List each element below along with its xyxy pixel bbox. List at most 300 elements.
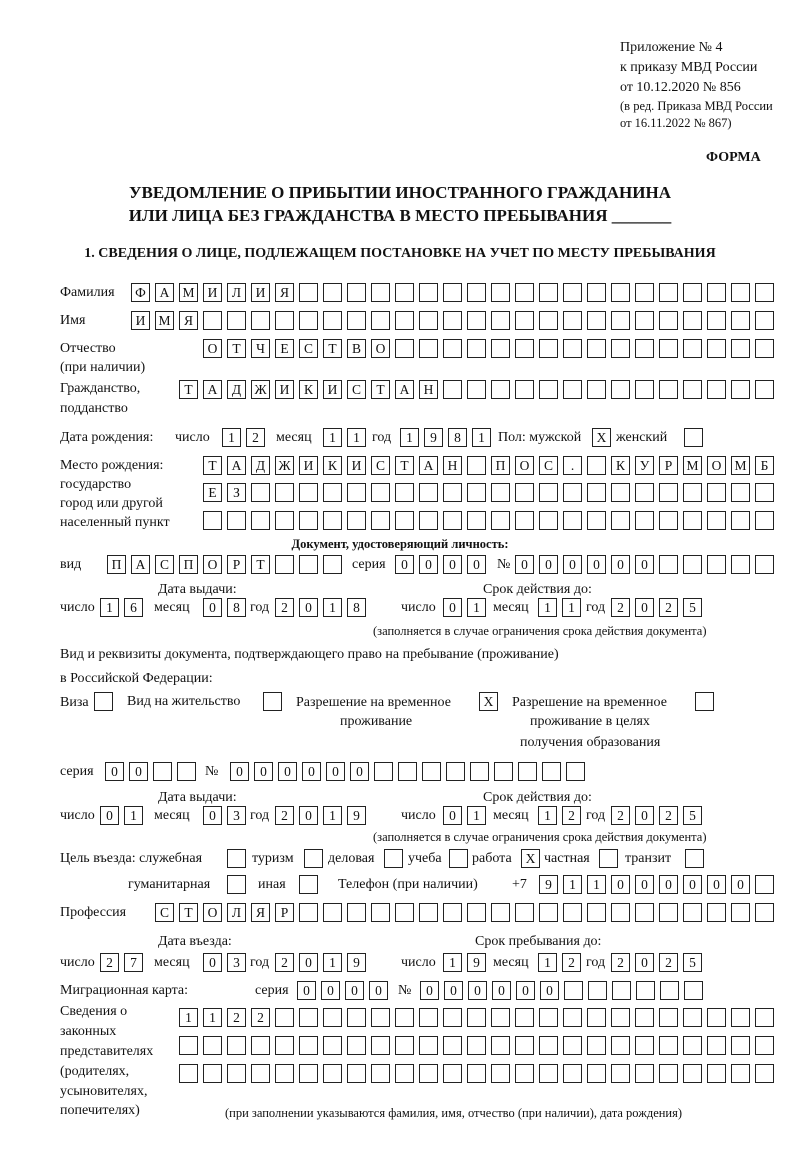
char-cell[interactable] [587, 456, 606, 475]
char-cell[interactable]: 1 [538, 598, 557, 617]
char-cell[interactable]: Ж [275, 456, 294, 475]
char-cell[interactable] [731, 311, 750, 330]
char-cell[interactable] [587, 380, 606, 399]
char-cell[interactable] [515, 903, 534, 922]
char-cell[interactable] [395, 903, 414, 922]
char-cell[interactable] [564, 981, 583, 1000]
char-cell[interactable] [684, 981, 703, 1000]
char-cell[interactable]: 0 [443, 555, 462, 574]
char-cell[interactable]: А [419, 456, 438, 475]
char-cell[interactable] [635, 311, 654, 330]
char-cell[interactable] [755, 1064, 774, 1083]
char-cell[interactable] [659, 511, 678, 530]
char-cell[interactable] [659, 555, 678, 574]
char-cell[interactable]: О [515, 456, 534, 475]
char-cell[interactable] [731, 1036, 750, 1055]
char-cell[interactable] [395, 483, 414, 502]
char-cell[interactable]: С [539, 456, 558, 475]
char-cell[interactable]: 1 [124, 806, 143, 825]
char-cell[interactable]: М [731, 456, 750, 475]
char-cell[interactable]: Т [227, 339, 246, 358]
char-cell[interactable]: Я [179, 311, 198, 330]
char-cell[interactable]: 9 [467, 953, 486, 972]
char-cell[interactable] [323, 283, 342, 302]
checkbox[interactable] [449, 849, 468, 868]
char-cell[interactable]: С [155, 903, 174, 922]
char-cell[interactable] [443, 903, 462, 922]
char-cell[interactable]: И [203, 283, 222, 302]
char-cell[interactable] [251, 511, 270, 530]
char-cell[interactable]: К [611, 456, 630, 475]
char-cell[interactable] [683, 380, 702, 399]
char-cell[interactable] [299, 1008, 318, 1027]
char-cell[interactable] [635, 283, 654, 302]
char-cell[interactable]: А [131, 555, 150, 574]
char-cell[interactable] [659, 311, 678, 330]
char-cell[interactable] [515, 339, 534, 358]
char-cell[interactable] [542, 762, 561, 781]
char-cell[interactable] [659, 1036, 678, 1055]
char-cell[interactable]: 2 [227, 1008, 246, 1027]
char-cell[interactable] [683, 511, 702, 530]
char-cell[interactable] [539, 1008, 558, 1027]
char-cell[interactable]: 0 [635, 953, 654, 972]
char-cell[interactable]: 0 [659, 875, 678, 894]
checkbox[interactable] [599, 849, 618, 868]
char-cell[interactable]: 1 [323, 598, 342, 617]
char-cell[interactable] [515, 380, 534, 399]
char-cell[interactable]: Р [275, 903, 294, 922]
char-cell[interactable] [422, 762, 441, 781]
char-cell[interactable]: 0 [302, 762, 321, 781]
char-cell[interactable]: 1 [467, 806, 486, 825]
char-cell[interactable] [347, 511, 366, 530]
char-cell[interactable] [587, 1008, 606, 1027]
char-cell[interactable]: 0 [443, 806, 462, 825]
char-cell[interactable] [419, 903, 438, 922]
char-cell[interactable] [323, 1064, 342, 1083]
char-cell[interactable]: 2 [611, 953, 630, 972]
char-cell[interactable]: О [707, 456, 726, 475]
char-cell[interactable]: 2 [275, 598, 294, 617]
char-cell[interactable] [683, 311, 702, 330]
char-cell[interactable] [731, 1008, 750, 1027]
char-cell[interactable] [707, 555, 726, 574]
char-cell[interactable] [275, 1064, 294, 1083]
char-cell[interactable]: 8 [227, 598, 246, 617]
char-cell[interactable] [635, 903, 654, 922]
char-cell[interactable]: 1 [538, 953, 557, 972]
char-cell[interactable]: 2 [562, 806, 581, 825]
char-cell[interactable] [515, 511, 534, 530]
char-cell[interactable] [153, 762, 172, 781]
char-cell[interactable]: Н [443, 456, 462, 475]
char-cell[interactable]: Д [251, 456, 270, 475]
char-cell[interactable] [467, 1064, 486, 1083]
char-cell[interactable]: О [371, 339, 390, 358]
char-cell[interactable] [299, 555, 318, 574]
char-cell[interactable] [491, 483, 510, 502]
checkbox[interactable] [263, 692, 282, 711]
char-cell[interactable]: 0 [345, 981, 364, 1000]
char-cell[interactable] [755, 555, 774, 574]
char-cell[interactable]: 2 [275, 953, 294, 972]
char-cell[interactable] [467, 311, 486, 330]
char-cell[interactable]: 2 [562, 953, 581, 972]
char-cell[interactable]: 0 [635, 806, 654, 825]
char-cell[interactable]: М [155, 311, 174, 330]
char-cell[interactable]: 5 [683, 953, 702, 972]
char-cell[interactable] [587, 511, 606, 530]
char-cell[interactable] [179, 1036, 198, 1055]
checkbox[interactable] [304, 849, 323, 868]
char-cell[interactable] [755, 311, 774, 330]
char-cell[interactable] [467, 483, 486, 502]
char-cell[interactable]: 0 [683, 875, 702, 894]
char-cell[interactable] [323, 483, 342, 502]
char-cell[interactable] [443, 311, 462, 330]
char-cell[interactable]: 1 [323, 806, 342, 825]
char-cell[interactable] [731, 1064, 750, 1083]
char-cell[interactable] [683, 283, 702, 302]
char-cell[interactable]: Е [203, 483, 222, 502]
char-cell[interactable]: 0 [326, 762, 345, 781]
char-cell[interactable] [275, 511, 294, 530]
char-cell[interactable]: 0 [707, 875, 726, 894]
char-cell[interactable] [395, 511, 414, 530]
char-cell[interactable] [467, 1036, 486, 1055]
char-cell[interactable] [251, 1064, 270, 1083]
checkbox[interactable]: X [521, 849, 540, 868]
char-cell[interactable] [563, 511, 582, 530]
char-cell[interactable] [515, 483, 534, 502]
checkbox[interactable] [384, 849, 403, 868]
char-cell[interactable]: В [347, 339, 366, 358]
char-cell[interactable] [467, 339, 486, 358]
char-cell[interactable] [227, 511, 246, 530]
char-cell[interactable] [731, 511, 750, 530]
char-cell[interactable] [179, 1064, 198, 1083]
char-cell[interactable]: С [299, 339, 318, 358]
char-cell[interactable]: 1 [203, 1008, 222, 1027]
char-cell[interactable]: 1 [323, 428, 342, 447]
char-cell[interactable] [299, 283, 318, 302]
char-cell[interactable]: 0 [230, 762, 249, 781]
char-cell[interactable] [707, 283, 726, 302]
char-cell[interactable] [755, 903, 774, 922]
char-cell[interactable] [203, 511, 222, 530]
char-cell[interactable] [203, 1036, 222, 1055]
char-cell[interactable]: П [107, 555, 126, 574]
char-cell[interactable] [587, 311, 606, 330]
char-cell[interactable] [491, 1036, 510, 1055]
char-cell[interactable] [587, 339, 606, 358]
char-cell[interactable] [755, 1008, 774, 1027]
char-cell[interactable] [635, 380, 654, 399]
char-cell[interactable] [323, 555, 342, 574]
char-cell[interactable] [275, 483, 294, 502]
char-cell[interactable]: 1 [538, 806, 557, 825]
char-cell[interactable] [659, 380, 678, 399]
char-cell[interactable]: 1 [467, 598, 486, 617]
char-cell[interactable]: 0 [297, 981, 316, 1000]
char-cell[interactable]: О [203, 555, 222, 574]
checkbox[interactable] [695, 692, 714, 711]
char-cell[interactable] [419, 1064, 438, 1083]
char-cell[interactable]: З [227, 483, 246, 502]
char-cell[interactable]: С [347, 380, 366, 399]
char-cell[interactable]: О [203, 903, 222, 922]
char-cell[interactable] [398, 762, 417, 781]
checkbox[interactable] [684, 428, 703, 447]
char-cell[interactable] [611, 483, 630, 502]
char-cell[interactable]: Ж [251, 380, 270, 399]
char-cell[interactable] [419, 1036, 438, 1055]
char-cell[interactable]: Т [179, 380, 198, 399]
char-cell[interactable] [491, 1008, 510, 1027]
char-cell[interactable]: Т [323, 339, 342, 358]
char-cell[interactable]: 1 [179, 1008, 198, 1027]
char-cell[interactable] [443, 380, 462, 399]
char-cell[interactable] [755, 380, 774, 399]
char-cell[interactable] [731, 903, 750, 922]
char-cell[interactable] [491, 511, 510, 530]
char-cell[interactable]: 0 [299, 953, 318, 972]
char-cell[interactable] [446, 762, 465, 781]
char-cell[interactable] [491, 903, 510, 922]
char-cell[interactable]: 0 [539, 555, 558, 574]
char-cell[interactable]: А [155, 283, 174, 302]
char-cell[interactable]: Б [755, 456, 774, 475]
char-cell[interactable]: Ф [131, 283, 150, 302]
char-cell[interactable] [683, 555, 702, 574]
char-cell[interactable] [515, 311, 534, 330]
char-cell[interactable] [491, 311, 510, 330]
char-cell[interactable] [443, 283, 462, 302]
char-cell[interactable] [587, 903, 606, 922]
char-cell[interactable]: Я [275, 283, 294, 302]
char-cell[interactable]: 0 [468, 981, 487, 1000]
char-cell[interactable]: 7 [124, 953, 143, 972]
char-cell[interactable]: 8 [347, 598, 366, 617]
char-cell[interactable] [731, 555, 750, 574]
char-cell[interactable] [347, 283, 366, 302]
char-cell[interactable] [707, 311, 726, 330]
char-cell[interactable] [659, 1064, 678, 1083]
char-cell[interactable]: А [227, 456, 246, 475]
char-cell[interactable] [611, 1036, 630, 1055]
char-cell[interactable] [470, 762, 489, 781]
char-cell[interactable] [347, 1036, 366, 1055]
char-cell[interactable] [539, 339, 558, 358]
char-cell[interactable]: 0 [419, 555, 438, 574]
char-cell[interactable]: 1 [323, 953, 342, 972]
char-cell[interactable]: 9 [347, 953, 366, 972]
char-cell[interactable] [659, 1008, 678, 1027]
char-cell[interactable] [635, 483, 654, 502]
char-cell[interactable] [635, 511, 654, 530]
char-cell[interactable] [299, 311, 318, 330]
char-cell[interactable] [563, 1064, 582, 1083]
char-cell[interactable] [707, 511, 726, 530]
char-cell[interactable] [374, 762, 393, 781]
char-cell[interactable] [299, 1064, 318, 1083]
char-cell[interactable]: 0 [395, 555, 414, 574]
char-cell[interactable]: 0 [350, 762, 369, 781]
char-cell[interactable]: 0 [105, 762, 124, 781]
char-cell[interactable] [518, 762, 537, 781]
char-cell[interactable] [491, 380, 510, 399]
char-cell[interactable] [611, 1064, 630, 1083]
char-cell[interactable]: 3 [227, 953, 246, 972]
char-cell[interactable] [347, 483, 366, 502]
char-cell[interactable] [227, 1064, 246, 1083]
char-cell[interactable] [347, 1008, 366, 1027]
char-cell[interactable] [635, 1036, 654, 1055]
char-cell[interactable] [755, 339, 774, 358]
char-cell[interactable] [539, 511, 558, 530]
char-cell[interactable] [419, 483, 438, 502]
char-cell[interactable]: Д [227, 380, 246, 399]
char-cell[interactable] [659, 903, 678, 922]
char-cell[interactable] [347, 903, 366, 922]
char-cell[interactable]: О [203, 339, 222, 358]
char-cell[interactable]: 0 [203, 806, 222, 825]
char-cell[interactable]: 2 [275, 806, 294, 825]
char-cell[interactable]: 1 [562, 598, 581, 617]
char-cell[interactable]: 0 [563, 555, 582, 574]
char-cell[interactable] [347, 311, 366, 330]
char-cell[interactable] [395, 1064, 414, 1083]
char-cell[interactable] [707, 483, 726, 502]
char-cell[interactable] [494, 762, 513, 781]
char-cell[interactable] [611, 339, 630, 358]
char-cell[interactable]: Л [227, 903, 246, 922]
char-cell[interactable]: Л [227, 283, 246, 302]
char-cell[interactable] [660, 981, 679, 1000]
char-cell[interactable] [419, 1008, 438, 1027]
char-cell[interactable]: 2 [659, 598, 678, 617]
char-cell[interactable] [636, 981, 655, 1000]
char-cell[interactable] [467, 380, 486, 399]
char-cell[interactable] [683, 1036, 702, 1055]
char-cell[interactable]: 2 [246, 428, 265, 447]
char-cell[interactable]: 0 [203, 598, 222, 617]
char-cell[interactable] [539, 380, 558, 399]
char-cell[interactable] [395, 311, 414, 330]
char-cell[interactable] [395, 339, 414, 358]
char-cell[interactable]: 0 [420, 981, 439, 1000]
char-cell[interactable]: П [179, 555, 198, 574]
char-cell[interactable] [371, 1036, 390, 1055]
char-cell[interactable]: 0 [299, 598, 318, 617]
char-cell[interactable] [443, 1036, 462, 1055]
char-cell[interactable]: 0 [587, 555, 606, 574]
char-cell[interactable] [635, 339, 654, 358]
char-cell[interactable]: 8 [448, 428, 467, 447]
char-cell[interactable] [707, 1064, 726, 1083]
char-cell[interactable]: 9 [424, 428, 443, 447]
char-cell[interactable]: 0 [635, 555, 654, 574]
char-cell[interactable]: Т [179, 903, 198, 922]
char-cell[interactable] [611, 1008, 630, 1027]
char-cell[interactable] [587, 1064, 606, 1083]
char-cell[interactable] [251, 311, 270, 330]
char-cell[interactable] [755, 511, 774, 530]
char-cell[interactable] [707, 1036, 726, 1055]
char-cell[interactable] [467, 283, 486, 302]
char-cell[interactable] [419, 511, 438, 530]
char-cell[interactable] [491, 339, 510, 358]
char-cell[interactable]: 0 [516, 981, 535, 1000]
char-cell[interactable] [539, 903, 558, 922]
char-cell[interactable]: 2 [100, 953, 119, 972]
char-cell[interactable] [707, 1008, 726, 1027]
char-cell[interactable] [299, 903, 318, 922]
char-cell[interactable]: К [299, 380, 318, 399]
char-cell[interactable] [323, 511, 342, 530]
char-cell[interactable] [443, 1064, 462, 1083]
char-cell[interactable]: И [347, 456, 366, 475]
checkbox[interactable] [299, 875, 318, 894]
char-cell[interactable]: И [323, 380, 342, 399]
char-cell[interactable] [587, 483, 606, 502]
char-cell[interactable]: 0 [515, 555, 534, 574]
char-cell[interactable] [371, 1064, 390, 1083]
char-cell[interactable] [371, 903, 390, 922]
char-cell[interactable] [203, 1064, 222, 1083]
char-cell[interactable]: 0 [203, 953, 222, 972]
char-cell[interactable] [563, 380, 582, 399]
char-cell[interactable]: 0 [540, 981, 559, 1000]
char-cell[interactable]: Н [419, 380, 438, 399]
char-cell[interactable]: 0 [369, 981, 388, 1000]
char-cell[interactable] [563, 1036, 582, 1055]
char-cell[interactable] [467, 903, 486, 922]
char-cell[interactable]: 0 [100, 806, 119, 825]
char-cell[interactable]: 0 [611, 555, 630, 574]
char-cell[interactable] [683, 1064, 702, 1083]
char-cell[interactable] [563, 483, 582, 502]
char-cell[interactable]: М [683, 456, 702, 475]
checkbox[interactable]: X [479, 692, 498, 711]
char-cell[interactable]: Т [203, 456, 222, 475]
char-cell[interactable] [731, 380, 750, 399]
char-cell[interactable]: 2 [251, 1008, 270, 1027]
char-cell[interactable]: 0 [443, 598, 462, 617]
char-cell[interactable] [371, 511, 390, 530]
char-cell[interactable]: 1 [587, 875, 606, 894]
char-cell[interactable] [443, 483, 462, 502]
char-cell[interactable] [443, 511, 462, 530]
char-cell[interactable] [491, 1064, 510, 1083]
char-cell[interactable] [299, 483, 318, 502]
char-cell[interactable]: И [299, 456, 318, 475]
char-cell[interactable] [539, 1064, 558, 1083]
char-cell[interactable]: А [395, 380, 414, 399]
char-cell[interactable] [371, 483, 390, 502]
char-cell[interactable]: 0 [611, 875, 630, 894]
char-cell[interactable] [539, 311, 558, 330]
char-cell[interactable]: Ч [251, 339, 270, 358]
char-cell[interactable] [299, 1036, 318, 1055]
char-cell[interactable] [275, 1036, 294, 1055]
char-cell[interactable] [491, 283, 510, 302]
char-cell[interactable]: 0 [444, 981, 463, 1000]
char-cell[interactable]: М [179, 283, 198, 302]
char-cell[interactable]: К [323, 456, 342, 475]
char-cell[interactable] [755, 283, 774, 302]
